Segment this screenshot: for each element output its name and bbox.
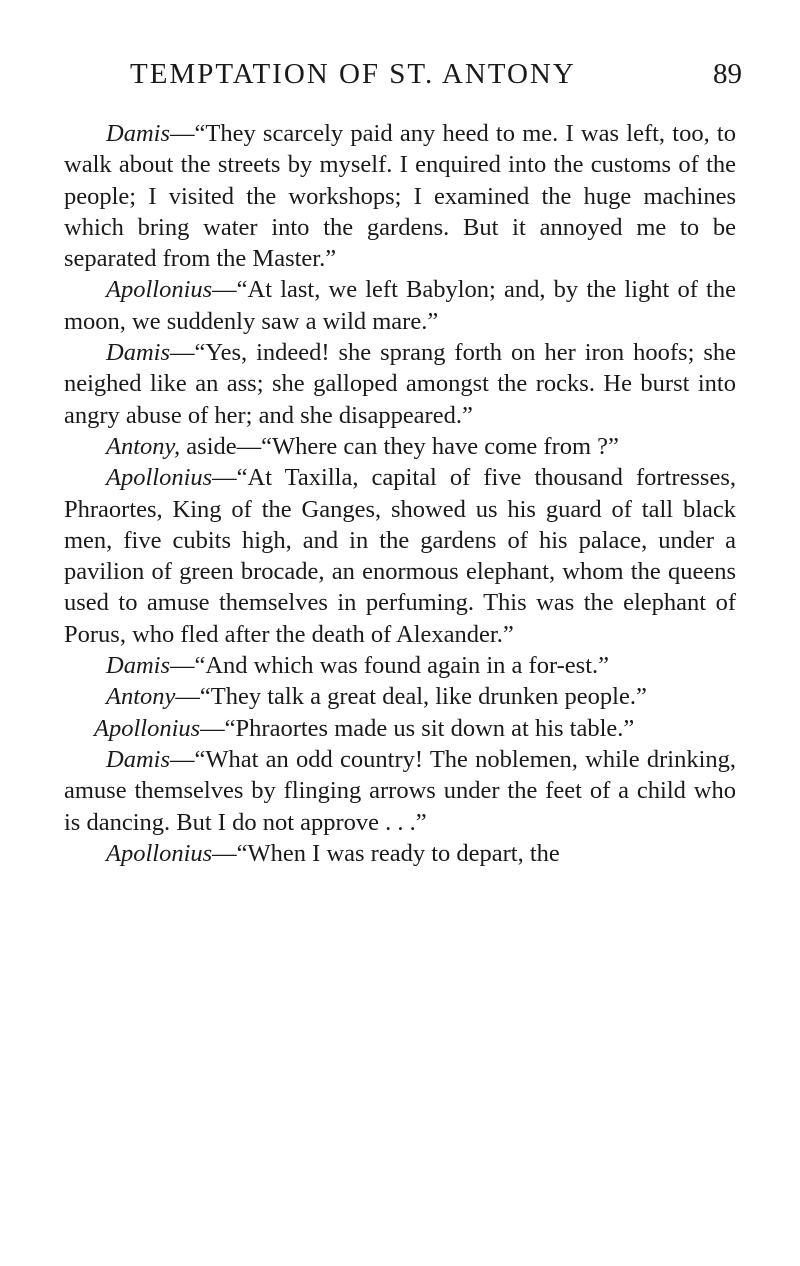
stage-direction: aside — [180, 432, 237, 460]
speech-text: “When I was ready to depart, the — [236, 839, 560, 867]
speaker-dash: — — [175, 683, 200, 711]
speaker-dash: — — [236, 432, 262, 460]
speaker-name: Antony — [106, 683, 176, 711]
speaker-name: Damis — [106, 339, 170, 367]
dialogue-paragraph — [64, 462, 736, 650]
speech-text: “At last, we left Babylon; and, by the light of the moon, we suddenly saw a wild mare.” — [64, 276, 736, 335]
speaker-name: Damis — [106, 652, 170, 680]
speech-text: “They scarcely paid any heed to me. I was left, too, to walk about the streets by myself. I enquired into the customs of the people; I visited the workshops; I examined the huge machines which bring water into the gardens. But it annoyed me to be separated from the Master.” — [64, 120, 736, 273]
speaker-name: Antony, — [106, 432, 181, 460]
dialogue-paragraph — [64, 118, 736, 274]
dialogue-text — [64, 118, 736, 869]
page-number: 89 — [713, 58, 742, 90]
speech-text: “At Taxilla, capital of five thousand fortresses, Phraortes, King of the Ganges, showed us his guard of tall black men, five cubits high, and in the gardens of his palace, under a pavilion of green brocade, an enormous elephant, whom the queens used to amuse themselves in perfuming. This was the elephant of Porus, who fled after the death of Alexander.” — [64, 464, 736, 648]
speaker-name: Apollonius — [94, 714, 201, 742]
speaker-name: Apollonius — [106, 839, 213, 867]
speaker-dash: — — [169, 652, 195, 680]
speech-text: “Yes, indeed! she sprang forth on her iron hoofs; she neighed like an ass; she galloped amongst the rocks. He burst into angry abuse of her; and she disappeared.” — [64, 339, 736, 429]
speech-text: “And which was found again in a for-est.” — [194, 652, 609, 680]
dialogue-paragraph — [64, 744, 736, 838]
dialogue-paragraph — [64, 681, 736, 712]
speaker-dash: — — [169, 745, 195, 773]
speaker-dash: — — [169, 120, 195, 147]
speaker-name: Damis — [106, 120, 170, 147]
dialogue-paragraph — [64, 838, 736, 869]
dialogue-paragraph — [64, 337, 736, 431]
speaker-name: Damis — [106, 745, 170, 773]
speaker-dash: — — [200, 714, 225, 742]
running-header — [130, 58, 742, 98]
speaker-dash: — — [212, 276, 237, 304]
dialogue-paragraph — [64, 274, 736, 337]
speech-text: “Where can they have come from ?” — [261, 432, 619, 460]
dialogue-paragraph — [64, 713, 736, 744]
dialogue-paragraph — [64, 650, 736, 681]
speech-text: “Phraortes made us sit down at his table.” — [224, 714, 635, 742]
dialogue-paragraph — [64, 431, 736, 462]
speech-text: “They talk a great deal, like drunken people.” — [199, 683, 647, 711]
running-title: TEMPTATION OF ST. ANTONY — [130, 58, 576, 90]
speaker-dash: — — [212, 464, 237, 492]
speaker-dash: — — [212, 839, 237, 867]
speech-text: “What an odd country! The noblemen, while drinking, amuse themselves by flinging arrows under the feet of a child who is dancing. But I do not approve . . .” — [64, 745, 736, 836]
speaker-name: Apollonius — [106, 276, 213, 304]
speaker-name: Apollonius — [106, 464, 213, 492]
speaker-dash: — — [169, 339, 195, 367]
